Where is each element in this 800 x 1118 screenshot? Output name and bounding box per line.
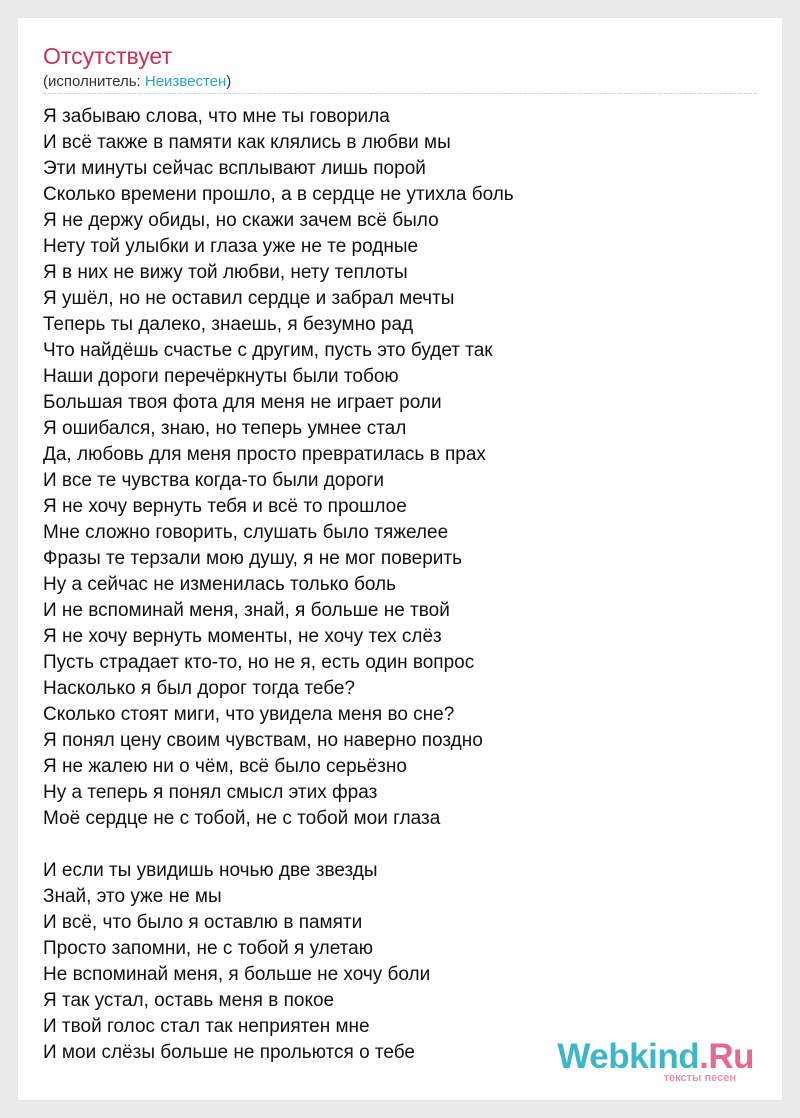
lyric-line: Эти минуты сейчас всплывают лишь порой	[43, 158, 426, 179]
lyric-line: Я не держу обиды, но скажи зачем всё было	[43, 210, 439, 231]
lyric-line: Знай, это уже не мы	[43, 886, 222, 907]
lyric-line: Насколько я был дорог тогда тебе?	[43, 678, 355, 699]
lyric-line: Я понял цену своим чувствам, но наверно поздно	[43, 730, 483, 751]
title-divider	[43, 93, 757, 94]
lyric-line: Да, любовь для меня просто превратилась в прах	[43, 444, 486, 465]
lyric-line: Я в них не вижу той любви, нету теплоты	[43, 262, 408, 283]
artist-suffix: )	[226, 73, 232, 90]
song-title: Отсутствует	[43, 43, 172, 69]
artist-prefix: (исполнитель:	[43, 73, 145, 90]
lyric-line: Я ушёл, но не оставил сердце и забрал мечты	[43, 288, 455, 309]
logo-tld: .Ru	[699, 1037, 754, 1076]
lyric-line: Я не хочу вернуть тебя и всё то прошлое	[43, 496, 407, 517]
artist-line	[43, 73, 231, 91]
lyric-line: Ну а теперь я понял смысл этих фраз	[43, 782, 378, 803]
lyric-line: И не вспоминай меня, знай, я больше не твой	[43, 600, 450, 621]
verse	[43, 104, 763, 832]
lyric-line: Наши дороги перечёркнуты были тобою	[43, 366, 399, 387]
lyric-line: Ну а сейчас не изменилась только боль	[43, 574, 397, 595]
lyric-line: Мне сложно говорить, слушать было тяжелее	[43, 522, 449, 543]
webkind-logo	[554, 1038, 754, 1084]
lyric-line: Просто запомни, не с тобой я улетаю	[43, 938, 373, 959]
lyric-line: Я забываю слова, что мне ты говорила	[43, 106, 390, 127]
lyric-line: Я ошибался, знаю, но теперь умнее стал	[43, 418, 407, 439]
logo-brand: Webkind	[557, 1037, 700, 1076]
lyric-line: Нету той улыбки и глаза уже не те родные	[43, 236, 419, 257]
lyrics-body	[43, 104, 763, 1092]
verse	[43, 858, 763, 1066]
artist-name-link[interactable]: Неизвестен	[144, 73, 227, 90]
lyric-line: Моё сердце не с тобой, не с тобой мои глаза	[43, 808, 441, 829]
logo-wordmark	[557, 1038, 754, 1076]
lyric-line: И твой голос стал так неприятен мне	[43, 1016, 370, 1037]
logo-tagline: тексты песен	[663, 1072, 736, 1084]
lyric-line: И всё также в памяти как клялись в любви мы	[43, 132, 451, 153]
lyrics-sheet	[18, 18, 782, 1100]
lyric-line: Сколько времени прошло, а в сердце не утихла боль	[43, 184, 514, 205]
lyric-line: Пусть страдает кто-то, но не я, есть один вопрос	[43, 652, 475, 673]
lyric-line: Не вспоминай меня, я больше не хочу боли	[43, 964, 431, 985]
lyric-line: Большая твоя фота для меня не играет роли	[43, 392, 442, 413]
lyric-line: И если ты увидишь ночью две звезды	[43, 860, 378, 881]
lyric-line: Я так устал, оставь меня в покое	[43, 990, 335, 1011]
lyric-line: Я не хочу вернуть моменты, не хочу тех слёз	[43, 626, 442, 647]
lyric-line: И всё, что было я оставлю в памяти	[43, 912, 363, 933]
lyric-line: Сколько стоят миги, что увидела меня во сне?	[43, 704, 455, 725]
lyric-line: И мои слёзы больше не прольются о тебе	[43, 1042, 416, 1063]
lyric-line: Фразы те терзали мою душу, я не мог поверить	[43, 548, 462, 569]
lyric-line: Теперь ты далеко, знаешь, я безумно рад	[43, 314, 414, 335]
lyric-line: И все те чувства когда-то были дороги	[43, 470, 385, 491]
lyric-line: Что найдёшь счастье с другим, пусть это будет так	[43, 340, 493, 361]
lyric-line: Я не жалею ни о чём, всё было серьёзно	[43, 756, 407, 777]
